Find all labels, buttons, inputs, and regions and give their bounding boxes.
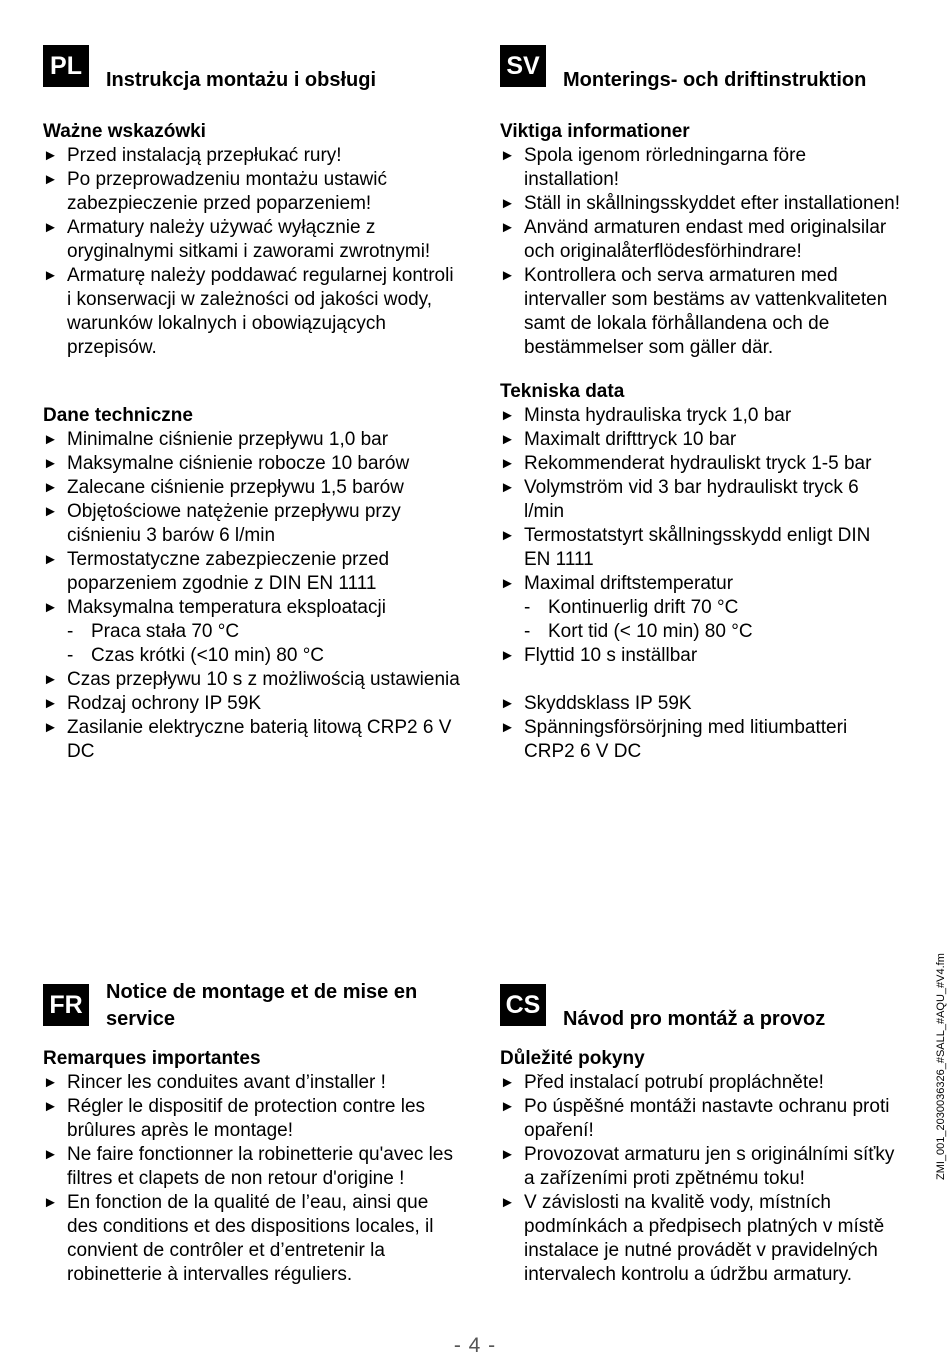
list-item: ► Maximal driftstemperatur - Kontinuerlig drift 70 °C - Kort tid (< 10 min) 80 °C bbox=[500, 572, 910, 644]
sub-list-item: - Kontinuerlig drift 70 °C bbox=[524, 597, 739, 618]
language-badge-sv: SV bbox=[500, 45, 546, 87]
arrow-bullet-icon: ► bbox=[43, 219, 58, 236]
document-code: ZMI_001_2030036326_#SALL_#AQU_#V4.fm bbox=[935, 953, 947, 1180]
important-notes-list bbox=[43, 1071, 463, 1287]
list-item: ► Maksymalne ciśnienie robocze 10 barów bbox=[43, 453, 410, 474]
temperature-sublist bbox=[524, 596, 910, 644]
language-badge-fr: FR bbox=[43, 984, 89, 1026]
list-item: ► Minimalne ciśnienie przepływu 1,0 bar bbox=[43, 429, 389, 450]
sub-list-item: - Czas krótki (<10 min) 80 °C bbox=[67, 645, 325, 666]
list-item: ► Zalecane ciśnienie przepływu 1,5 barów bbox=[43, 477, 404, 498]
arrow-bullet-icon: ► bbox=[500, 1074, 515, 1091]
technical-data-heading: Tekniska data bbox=[500, 381, 625, 402]
list-item: ► V závislosti na kvalitě vody, místních podmínkách a předpisech platných v místě instalace je nutné provádět v pravidelných intervalech kontrolu a údržbu armatury. bbox=[500, 1192, 885, 1285]
arrow-bullet-icon: ► bbox=[43, 719, 58, 736]
arrow-bullet-icon: ► bbox=[43, 599, 58, 616]
important-notes-heading: Ważne wskazówki bbox=[43, 121, 206, 142]
list-item: ► Zasilanie elektryczne baterią litową CRP2 6 V DC bbox=[43, 717, 452, 762]
list-item: ► Spänningsförsörjning med litiumbatteri CRP2 6 V DC bbox=[500, 717, 848, 762]
list-item: ► Rincer les conduites avant d’installer ! bbox=[43, 1072, 386, 1093]
list-item: ► Termostatyczne zabezpieczenie przed poparzeniem zgodnie z DIN EN 1111 bbox=[43, 549, 390, 594]
language-badge-pl: PL bbox=[43, 45, 89, 87]
list-item: ► Armaturę należy poddawać regularnej kontroli i konserwacji w zależności od jakości wody, warunków lokalnych i obowiązujących przepisów. bbox=[43, 265, 454, 358]
section-title: Notice de montage et de mise en service bbox=[106, 981, 418, 1030]
list-item: ► Maximalt drifttryck 10 bar bbox=[500, 429, 737, 450]
arrow-bullet-icon: ► bbox=[500, 1098, 515, 1115]
section-header bbox=[43, 981, 463, 1047]
sub-list-item: - Kort tid (< 10 min) 80 °C bbox=[524, 621, 753, 642]
language-badge-cs: CS bbox=[500, 984, 546, 1026]
technical-data-list bbox=[500, 404, 910, 764]
list-item: ► Objętościowe natężenie przepływu przy ciśnieniu 3 barów 6 l/min bbox=[43, 501, 401, 546]
arrow-bullet-icon: ► bbox=[43, 479, 58, 496]
list-item: ► Spola igenom rörledningarna före installation! bbox=[500, 145, 807, 190]
list-item: ► Provozovat armaturu jen s originálními síťky a zařízeními proti zpětnému toku! bbox=[500, 1144, 895, 1189]
list-item: ► Czas przepływu 10 s z możliwością ustawienia bbox=[43, 669, 460, 690]
section-header bbox=[500, 45, 910, 120]
arrow-bullet-icon: ► bbox=[43, 431, 58, 448]
section-sv bbox=[500, 45, 910, 764]
arrow-bullet-icon: ► bbox=[500, 267, 515, 284]
section-title: Instrukcja montażu i obsługi bbox=[106, 69, 377, 91]
sub-list-item: - Praca stała 70 °C bbox=[67, 621, 240, 642]
arrow-bullet-icon: ► bbox=[43, 1146, 58, 1163]
arrow-bullet-icon: ► bbox=[500, 527, 515, 544]
arrow-bullet-icon: ► bbox=[500, 455, 515, 472]
section-title: Monterings- och driftinstruktion bbox=[563, 69, 867, 91]
list-item: ► Maksymalna temperatura eksploatacji - Praca stała 70 °C - Czas krótki (<10 min) 80 °C bbox=[43, 596, 463, 668]
list-item: ► Rekommenderat hydrauliskt tryck 1-5 bar bbox=[500, 453, 872, 474]
arrow-bullet-icon: ► bbox=[500, 479, 515, 496]
important-notes-list bbox=[500, 144, 910, 360]
list-item: ► Flyttid 10 s inställbar bbox=[500, 645, 698, 666]
list-item: ► Minsta hydrauliska tryck 1,0 bar bbox=[500, 405, 792, 426]
list-item: ► En fonction de la qualité de l’eau, ainsi que des conditions et des dispositions locales, il convient de contrôler et d’entretenir la robinetterie à intervalles réguliers. bbox=[43, 1192, 434, 1285]
arrow-bullet-icon: ► bbox=[43, 171, 58, 188]
list-item: ► Ställ in skållningsskyddet efter installationen! bbox=[500, 193, 900, 214]
list-item: ► Rodzaj ochrony IP 59K bbox=[43, 693, 261, 714]
technical-data-heading: Dane techniczne bbox=[43, 405, 193, 426]
list-item: ► Armatury należy używać wyłącznie z oryginalnymi sitkami i zaworami zwrotnymi! bbox=[43, 217, 431, 262]
arrow-bullet-icon: ► bbox=[500, 431, 515, 448]
list-item: ► Przed instalacją przepłukać rury! bbox=[43, 145, 342, 166]
arrow-bullet-icon: ► bbox=[43, 503, 58, 520]
arrow-bullet-icon: ► bbox=[500, 647, 515, 664]
temperature-sublist bbox=[67, 620, 463, 668]
technical-data-list bbox=[43, 428, 463, 764]
section-header bbox=[43, 45, 463, 120]
section-fr bbox=[43, 981, 463, 1287]
arrow-bullet-icon: ► bbox=[500, 695, 515, 712]
arrow-bullet-icon: ► bbox=[43, 455, 58, 472]
arrow-bullet-icon: ► bbox=[43, 1194, 58, 1211]
arrow-bullet-icon: ► bbox=[43, 695, 58, 712]
arrow-bullet-icon: ► bbox=[500, 575, 515, 592]
important-notes-list bbox=[43, 144, 463, 360]
arrow-bullet-icon: ► bbox=[500, 147, 515, 164]
section-cs bbox=[500, 984, 910, 1287]
important-notes-heading: Důležité pokyny bbox=[500, 1048, 645, 1069]
list-item: ► Régler le dispositif de protection contre les brûlures après le montage! bbox=[43, 1096, 426, 1141]
arrow-bullet-icon: ► bbox=[43, 267, 58, 284]
arrow-bullet-icon: ► bbox=[43, 671, 58, 688]
arrow-bullet-icon: ► bbox=[500, 407, 515, 424]
section-header bbox=[500, 984, 910, 1047]
list-item: ► Volymström vid 3 bar hydrauliskt tryck 6 l/min bbox=[500, 477, 859, 522]
list-item: ► Termostatstyrt skållningsskydd enligt DIN EN 1111 bbox=[500, 525, 871, 570]
arrow-bullet-icon: ► bbox=[500, 219, 515, 236]
important-notes-heading: Remarques importantes bbox=[43, 1048, 261, 1069]
list-item: ► Kontrollera och serva armaturen med intervaller som bestäms av vattenkvaliteten samt de lokala förhållandena och de bestämmelser som gäller där. bbox=[500, 265, 888, 358]
list-item: ► Ne faire fonctionner la robinetterie qu'avec les filtres et clapets de non retour d'origine ! bbox=[43, 1144, 453, 1189]
section-pl bbox=[43, 45, 463, 764]
important-notes-list bbox=[500, 1071, 910, 1287]
important-notes-heading: Viktiga informationer bbox=[500, 121, 690, 142]
arrow-bullet-icon: ► bbox=[500, 1194, 515, 1211]
list-item: ► Před instalací potrubí propláchněte! bbox=[500, 1072, 824, 1093]
list-item: ► Använd armaturen endast med originalsilar och originalåterflödesförhindrare! bbox=[500, 217, 887, 262]
list-item: ► Po przeprowadzeniu montażu ustawić zabezpieczenie przed poparzeniem! bbox=[43, 169, 388, 214]
arrow-bullet-icon: ► bbox=[500, 1146, 515, 1163]
arrow-bullet-icon: ► bbox=[500, 195, 515, 212]
section-title: Návod pro montáž a provoz bbox=[563, 1008, 826, 1030]
arrow-bullet-icon: ► bbox=[500, 719, 515, 736]
arrow-bullet-icon: ► bbox=[43, 1098, 58, 1115]
page-number: - 4 - bbox=[453, 1334, 497, 1357]
list-item: ► Skyddsklass IP 59K bbox=[500, 693, 692, 714]
arrow-bullet-icon: ► bbox=[43, 1074, 58, 1091]
arrow-bullet-icon: ► bbox=[43, 147, 58, 164]
arrow-bullet-icon: ► bbox=[43, 551, 58, 568]
list-item: ► Po úspěšné montáži nastavte ochranu proti opaření! bbox=[500, 1096, 890, 1141]
